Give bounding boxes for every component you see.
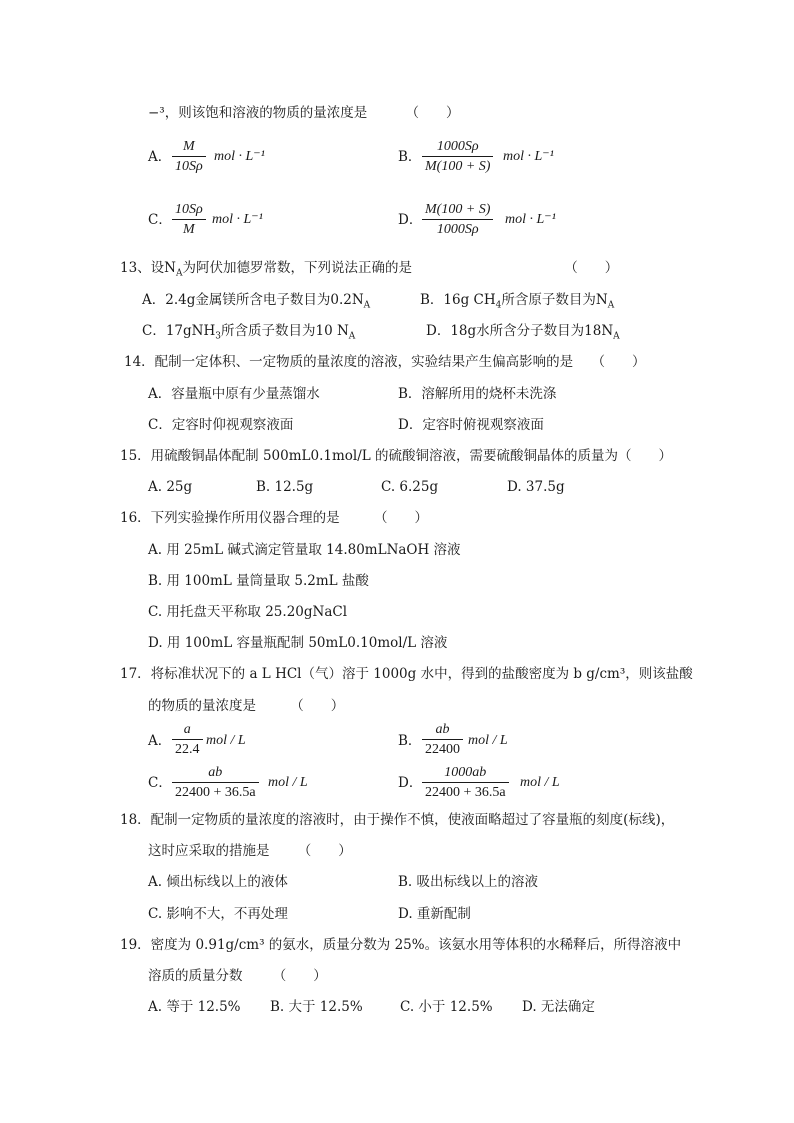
q14-stem-text: 14．配制一定体积、一定物质的量浓度的溶液，实验结果产生偏高影响的是 [124,354,574,370]
q12-option-d-label: D． [398,212,423,228]
q14-option-c: C．定容时仰视观察液面 [148,417,294,433]
q18-stem-line-1: 18．配制一定物质的量浓度的溶液时，由于操作不慎，使液面略超过了容量瓶的刻度(标线)， [120,812,675,828]
q17-option-b-unit: mol / L [468,733,508,748]
q13-option-c-subscript-1: 3 [215,331,221,342]
q19-option-d: D. 无法确定 [522,999,595,1015]
q18-stem-line-2 [148,842,352,860]
q14-answer-paren: （ ） [591,354,646,370]
q12-option-b-unit: mol · L⁻¹ [503,149,554,164]
q16-option-b: B. 用 100mL 量筒量取 5.2mL 盐酸 [148,573,369,589]
q16-option-c: C. 用托盘天平称取 25.20gNaCl [148,604,348,620]
q18-answer-paren: （ ） [297,843,352,859]
q14-stem [124,353,645,371]
q17-stem-text: 的物质的量浓度是 [148,698,256,714]
q12-option-d-denominator: 1000Sρ [436,222,479,237]
q17-option-d-label: D． [398,775,423,791]
q12-option-d-fraction [422,201,493,238]
q12-option-a-denominator: 10Sρ [175,159,203,174]
q12-option-a-label: A． [148,149,172,165]
q19-stem-line-1: 19．密度为 0.91g/cm³ 的氨水，质量分数为 25%。该氨水用等体积的水稀释后，所得溶液中 [120,937,682,953]
q16-stem-text: 16．下列实验操作所用仪器合理的是 [120,510,340,526]
q17-stem-line-1: 17．将标准状况下的 a L HCl（气）溶于 1000g 水中，得到的盐酸密度为 b g/cm³，则该盐酸 [120,666,693,682]
q12-option-a-unit: mol · L⁻¹ [214,149,265,164]
q18-option-b: B. 吸出标线以上的溶液 [398,874,539,890]
q17-option-c-denominator: 22400 + 36.5a [175,785,256,800]
q16-answer-paren: （ ） [373,510,428,526]
q19-stem-line-2 [148,967,327,985]
q12-option-a-fraction [172,138,206,175]
q12-option-c-numerator: 10Sρ [175,202,203,217]
q16-stem [120,509,428,527]
q17-option-a-fraction [172,721,203,758]
q17-stem-line-2 [148,697,344,715]
q15-option-c: C. 6.25g [381,479,439,495]
q16-option-d: D. 用 100mL 容量瓶配制 50mL0.10mol/L 溶液 [148,635,448,651]
q12-option-c-fraction [172,201,206,238]
q18-option-a: A. 倾出标线以上的液体 [148,874,288,890]
q13-option-a-subscript: A [363,300,371,311]
q17-option-b-fraction [422,721,463,758]
q12-stem-text: −³，则该饱和溶液的物质的量浓度是 [148,105,368,121]
q13-stem-part-2: 为阿伏加德罗常数，下列说法正确的是 [182,260,412,276]
q12-option-d-unit: mol · L⁻¹ [505,212,556,227]
q13-option-a-text: A．2.4g金属镁所含电子数目为0.2N [142,292,364,308]
q15-option-d: D. 37.5g [507,479,565,495]
q12-option-b-denominator: M(100 + S) [425,159,491,174]
q12-option-b-fraction [422,138,493,175]
q15-option-b: B. 12.5g [256,479,314,495]
q17-option-a-denominator: 22.4 [175,742,200,757]
q19-stem-text: 溶质的质量分数 [148,968,243,984]
q13-option-b-text-1: B．16g CH [420,292,496,308]
q17-option-b-numerator: ab [435,722,450,737]
q15-option-a: A. 25g [148,479,193,495]
q14-option-a: A．容量瓶中原有少量蒸馏水 [148,386,320,402]
q12-answer-paren: （ ） [405,105,460,121]
q13-option-b-text-2: 所含原子数目为N [501,292,608,308]
q12-option-c-denominator: M [183,222,195,237]
q12-option-a-numerator: M [183,139,195,154]
q12-option-d-numerator: M(100 + S) [425,202,491,217]
q17-option-c-label: C． [148,775,172,791]
q17-option-b-label: B． [398,733,422,749]
q12-option-c-unit: mol · L⁻¹ [212,212,263,227]
q13-option-c-subscript-2: A [348,331,356,342]
q13-option-a [142,291,370,315]
q12-stem [148,104,460,122]
q17-answer-paren: （ ） [290,698,345,714]
q17-option-c-unit: mol / L [268,775,308,790]
q18-option-c: C. 影响不大，不再处理 [148,906,288,922]
q13-stem-part-1: 13、设N [120,260,176,276]
q19-option-c: C. 小于 12.5% [400,999,493,1015]
q13-option-d-subscript: A [613,331,620,342]
q13-option-c [142,322,355,346]
q17-option-a-numerator: a [183,722,191,737]
q16-option-a: A. 用 25mL 碱式滴定管量取 14.80mLNaOH 溶液 [148,542,461,558]
q13-answer-paren: （ ） [564,260,619,276]
q17-option-c-fraction [172,764,259,801]
q13-option-b-subscript-2: A [607,300,615,311]
q13-stem [120,259,618,283]
q13-option-b-subscript-1: 4 [495,300,502,311]
q13-option-d [426,322,620,346]
q13-option-b [420,291,614,315]
q12-option-b-label: B． [398,149,422,165]
q14-option-b: B．溶解所用的烧杯未洗涤 [398,386,557,402]
q15-stem: 15．用硫酸铜晶体配制 500mL0.1mol/L 的硫酸铜溶液，需要硫酸铜晶体的质量为（ ） [120,448,673,464]
q17-option-d-numerator: 1000ab [444,765,487,780]
q14-option-d: D．定容时俯视观察液面 [398,417,544,433]
q17-option-a-label: A． [148,733,172,749]
q19-option-a: A. 等于 12.5% [148,999,241,1015]
q18-option-d: D. 重新配制 [398,906,471,922]
q18-stem-text: 这时应采取的措施是 [148,843,270,859]
q13-option-c-text-1: C．17gNH [142,323,216,339]
q13-stem-subscript: A [176,268,183,279]
q17-option-b-denominator: 22400 [425,742,460,757]
q13-option-c-text-2: 所含质子数目为10 N [220,323,349,339]
q17-option-c-numerator: ab [208,765,223,780]
q17-option-d-unit: mol / L [520,775,560,790]
q19-answer-paren: （ ） [272,968,327,984]
q13-option-d-text: D．18g水所含分子数目为18N [426,323,614,339]
q17-option-a-unit: mol / L [206,733,246,748]
q17-option-d-fraction [422,764,509,801]
q17-option-d-denominator: 22400 + 36.5a [425,785,506,800]
q12-option-b-numerator: 1000Sρ [436,139,479,154]
q19-option-b: B. 大于 12.5% [270,999,363,1015]
q12-option-c-label: C． [148,212,172,228]
